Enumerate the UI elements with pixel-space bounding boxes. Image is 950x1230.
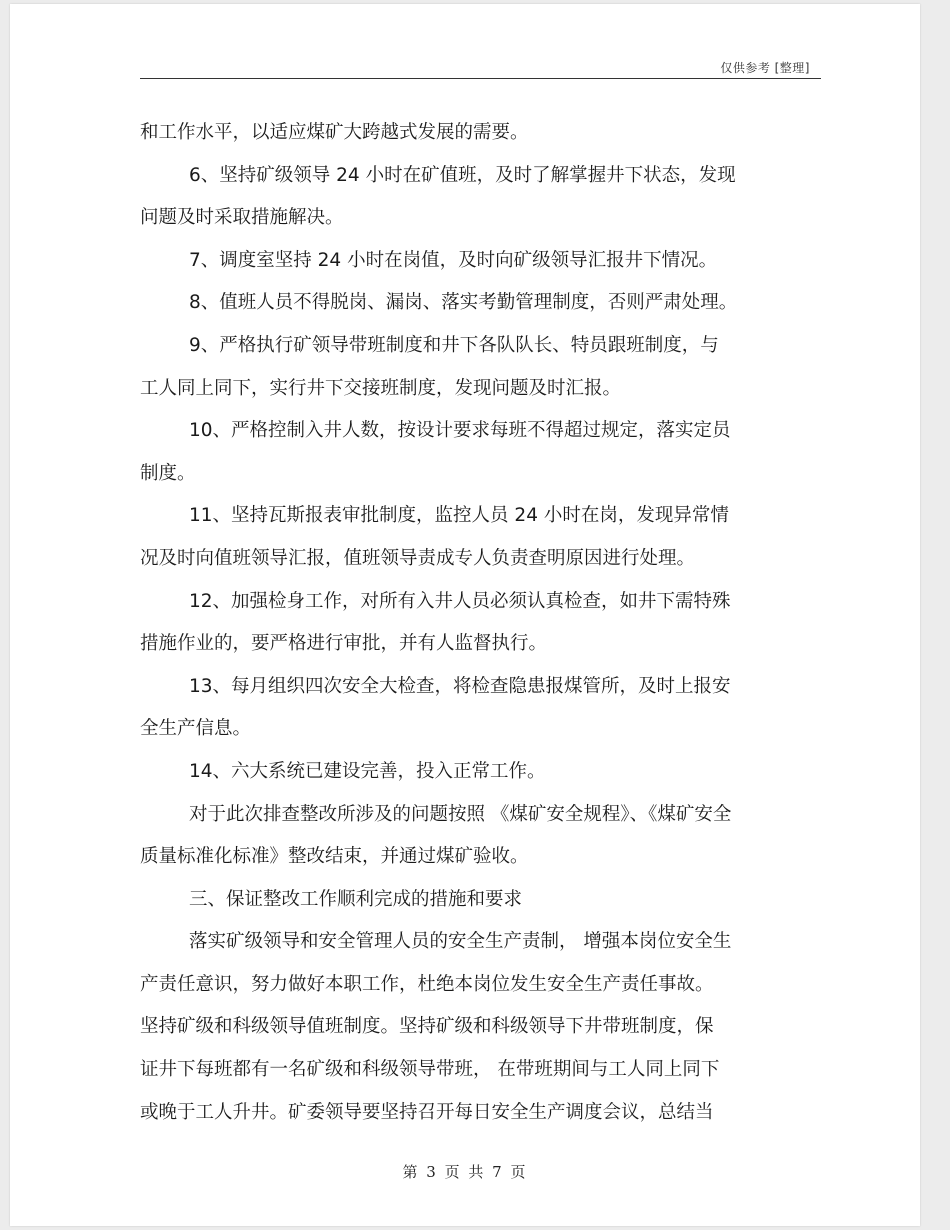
document-page <box>10 4 920 1226</box>
text-line: 11、坚持瓦斯报表审批制度，监控人员 24 小时在岗，发现异常情 <box>189 505 729 527</box>
text-line: 制度。 <box>140 462 196 484</box>
text-line: 质量标准化标准》整改结束，并通过煤矿验收。 <box>140 846 529 868</box>
header-divider <box>140 78 821 79</box>
text-line: 三、保证整改工作顺利完成的措施和要求 <box>189 888 523 910</box>
text-line: 6、坚持矿级领导 24 小时在矿值班，及时了解掌握井下状态，发现 <box>189 164 736 186</box>
text-line: 9、严格执行矿领导带班制度和井下各队队长、特员跟班制度，与 <box>189 334 719 356</box>
text-line: 8、值班人员不得脱岗、漏岗、落实考勤管理制度，否则严肃处理。 <box>189 292 738 314</box>
header-note: 仅供参考 [整理] <box>720 61 810 75</box>
text-line: 全生产信息。 <box>140 718 252 740</box>
text-line: 10、严格控制入井人数，按设计要求每班不得超过规定，落实定员 <box>189 420 731 442</box>
text-line: 措施作业的，要严格进行审批，并有人监督执行。 <box>140 633 548 655</box>
text-line: 产责任意识，努力做好本职工作，杜绝本岗位发生安全生产责任事故。 <box>140 973 714 995</box>
text-line: 对于此次排查整改所涉及的问题按照 《煤矿安全规程》、《煤矿安全 <box>189 803 732 825</box>
text-line: 况及时向值班领导汇报，值班领导责成专人负责查明原因进行处理。 <box>140 547 696 569</box>
page-number: 第 3 页 共 7 页 <box>402 1163 528 1181</box>
text-line: 坚持矿级和科级领导值班制度。坚持矿级和科级领导下井带班制度，保 <box>140 1016 714 1038</box>
text-line: 12、加强检身工作，对所有入井人员必须认真检查，如井下需特殊 <box>189 590 731 612</box>
document-body <box>140 112 830 1134</box>
text-line: 工人同上同下，实行井下交接班制度，发现问题及时汇报。 <box>140 377 622 399</box>
text-line: 14、六大系统已建设完善，投入正常工作。 <box>189 760 546 782</box>
text-line: 和工作水平，以适应煤矿大跨越式发展的需要。 <box>140 122 529 143</box>
text-line: 落实矿级领导和安全管理人员的安全生产责制， 增强本岗位安全生 <box>189 931 732 953</box>
text-line: 13、每月组织四次安全大检查，将检查隐患报煤管所，及时上报安 <box>189 675 731 697</box>
text-line: 7、调度室坚持 24 小时在岗值，及时向矿级领导汇报井下情况。 <box>189 249 718 271</box>
text-line: 或晚于工人升井。矿委领导要坚持召开每日安全生产调度会议，总结当 <box>140 1101 714 1123</box>
text-line: 证井下每班都有一名矿级和科级领导带班， 在带班期间与工人同上同下 <box>140 1059 720 1081</box>
text-line: 问题及时采取措施解决。 <box>140 207 344 229</box>
